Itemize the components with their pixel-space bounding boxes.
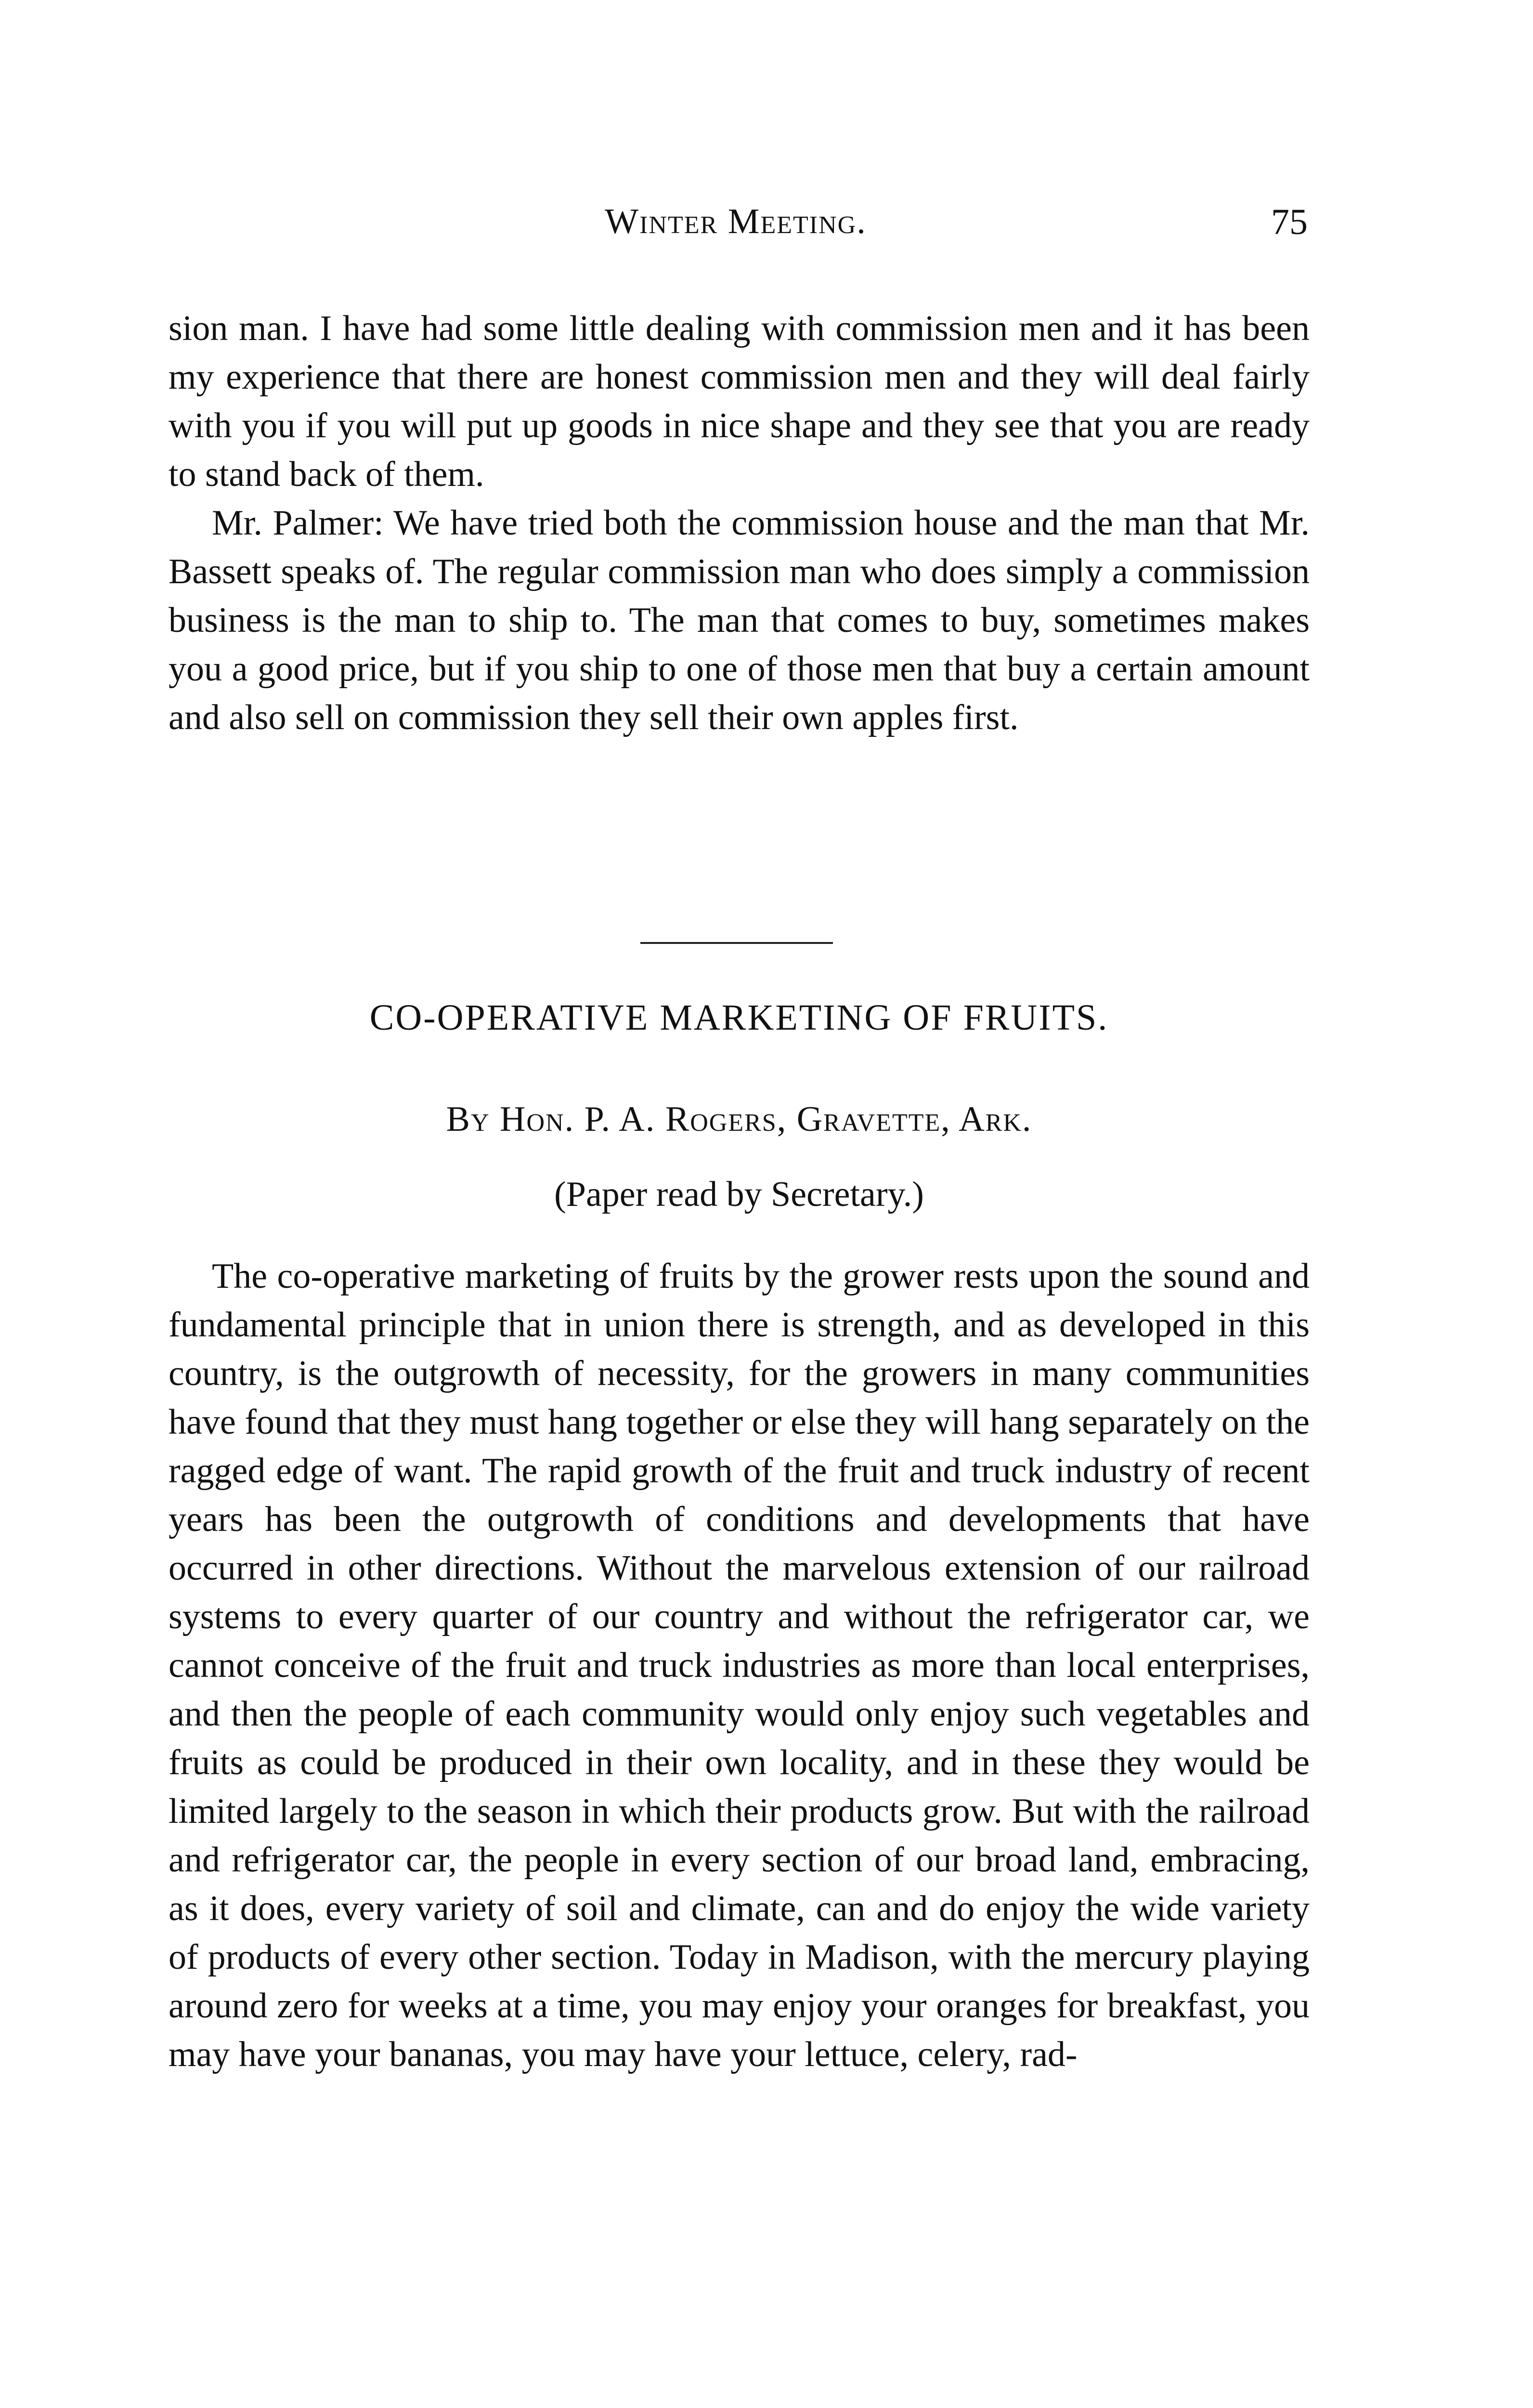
article-byline: By Hon. P. A. Rogers, Gravette, Ark.: [446, 1099, 1032, 1139]
article-note: (Paper read by Secretary.): [554, 1175, 924, 1214]
continuation-paragraph: sion man. I have had some little dealing with commission men and it has been my experience that there are honest commission men and they will deal fairly with you if you will put up goods in nice shape and they see that you are ready to stand back of them.: [169, 309, 1310, 494]
page-number: 75: [1271, 202, 1308, 242]
section-divider: [640, 942, 833, 944]
running-title: Winter Meeting.: [605, 202, 867, 241]
running-head: [164, 201, 1308, 249]
article-paragraph: The co-operative marketing of fruits by the grower rests upon the sound and fundamental principle that in union there is strength, and as developed in this country, is the outgrowth of necessity, for the growers in many communities have found that they must hang together or else they will hang separately on the ragged edge of want. The rapid growth of the fruit and truck industry of recent years has been the outgrowth of conditions and developments that have occurred in other directions. Without the marvelous extension of our railroad systems to every quarter of our country and without the refrigerator car, we cannot conceive of the fruit and truck industries as more than local enterprises, and then the people of each community would only enjoy such vegetables and fruits as could be produced in their own locality, and in these they would be limited largely to the season in which their products grow. But with the railroad and refrigerator car, the people in every section of our broad land, embracing, as it does, every variety of soil and climate, can and do enjoy the wide variety of products of every other section. Today in Madison, with the mercury playing around zero for weeks at a time, you may enjoy your oranges for breakfast, you may have your bananas, you may have your lettuce, celery, rad-: [169, 1256, 1310, 2074]
palmer-remark-paragraph: Mr. Palmer: We have tried both the commission house and the man that Mr. Bassett speaks of. The regular commission man who does simply a commission business is the man to ship to. The man that comes to buy, sometimes makes you a good price, but if you ship to one of those men that buy a certain amount and also sell on commission they sell their own apples first.: [169, 503, 1310, 737]
continuation-text: [169, 304, 1310, 742]
article-body: [169, 1252, 1310, 2079]
article-title: CO-OPERATIVE MARKETING OF FRUITS.: [369, 997, 1109, 1038]
